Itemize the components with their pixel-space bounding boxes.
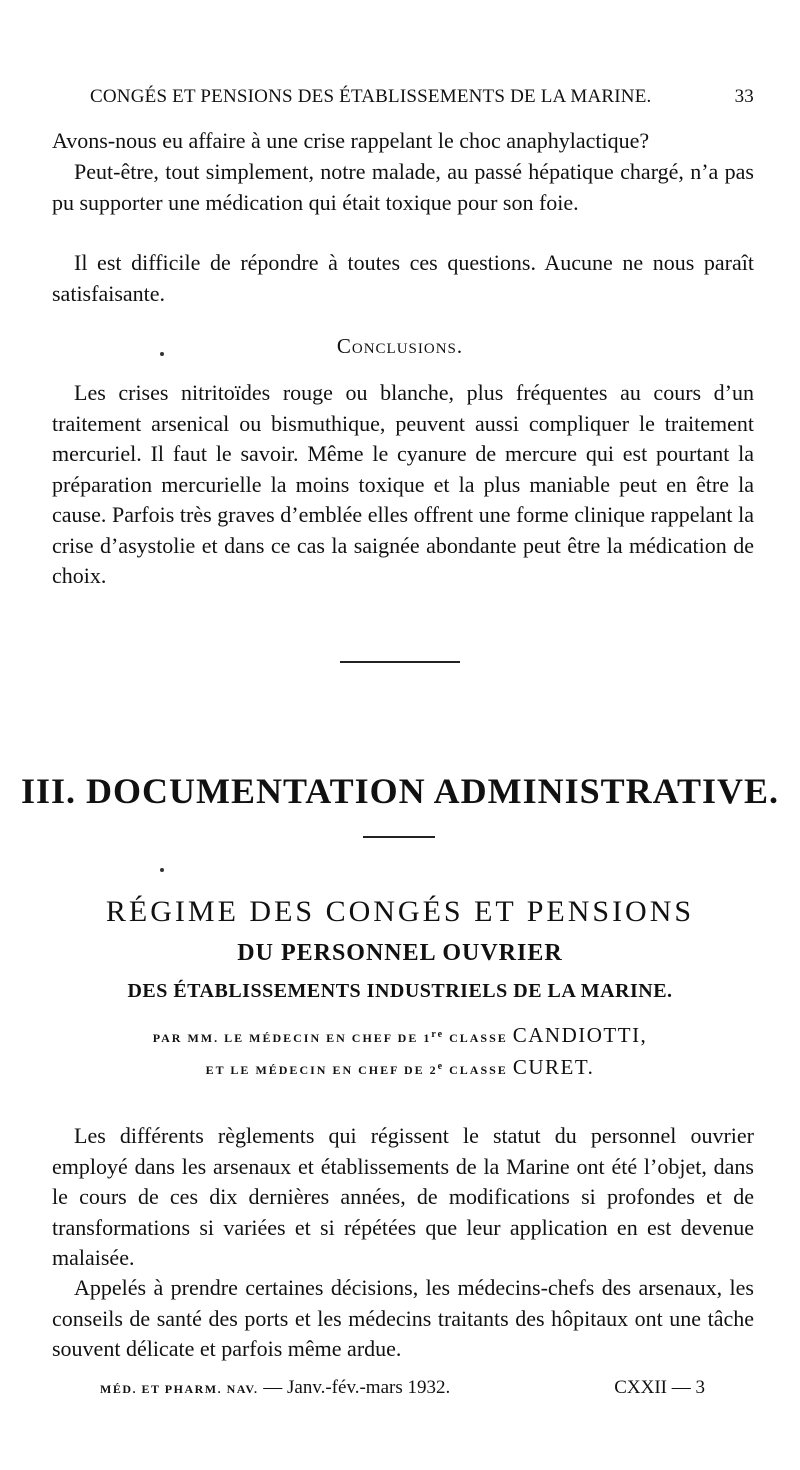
footer-signature: CXXII — 3 [614,1377,705,1398]
article-title-line-3: DES ÉTABLISSEMENTS INDUSTRIELS DE LA MARINE. [127,980,673,1002]
byline-1-suffix: CLASSE [444,1031,508,1045]
byline-1-prefix: PAR MM. LE MÉDECIN EN CHEF DE 1 [152,1031,432,1045]
running-header-title: CONGÉS ET PENSIONS DES ÉTABLISSEMENTS DE LA MARINE. [90,86,652,107]
article-title-line-2: DU PERSONNEL OUVRIER [237,940,563,966]
continuation-paragraph-2: Peut-être, tout simplement, notre malade, au passé hépatique chargé, n’a pas pu supporter une médication qui était toxique pour son foie. [52,159,754,215]
section-title: III. DOCUMENTATION ADMINISTRATIVE. [20,771,780,811]
footer-journal: MÉD. ET PHARM. NAV. [100,1382,259,1396]
article-title-line-1: RÉGIME DES CONGÉS ET PENSIONS [105,895,695,928]
byline-2-author: CURET. [512,1055,595,1079]
section-rule [363,836,435,838]
byline-1-author: CANDIOTTI, [512,1023,648,1047]
byline-2-ordinal: e [437,1061,445,1072]
separator-rule [340,661,460,663]
page-number: 33 [734,86,754,107]
footer-dash: — [263,1377,283,1398]
conclusions-paragraph: Les crises nitritoïdes rouge ou blanche, plus fréquentes au cours d’un traitement arsenical ou bismuthique, peuvent aussi compliquer le traitement mercuriel. Il faut le savoir. Même le cyanure de mercure qui est pourtant la préparation mercurielle la moins toxique et la plus maniable peut en être la cause. Parfois très graves d’emblée elles offrent une forme clinique rappelant la crise d’asystolie et dans ce cas la saignée abondante peut être la médication de choix. [52,380,754,588]
footer-date: Janv.-fév.-mars 1932. [287,1377,451,1398]
ink-speck [160,868,164,872]
byline-2-suffix: CLASSE [444,1063,508,1077]
continuation-paragraph-1: Avons-nous eu affaire à une crise rappelant le choc anaphylactique? [52,128,650,153]
byline-2-prefix: ET LE MÉDECIN EN CHEF DE 2 [205,1063,438,1077]
ink-speck [160,352,164,356]
byline-1-ordinal: re [431,1029,445,1040]
running-header [90,86,754,108]
byline-2 [0,1055,800,1080]
article-paragraph-1: Les différents règlements qui régissent le statut du personnel ouvrier employé dans les arsenaux et établissements de la Marine ont été l’objet, dans le cours de ces dix dernières années, de modifications si profondes et de transformations si variées et si répétées que leur application en est devenue malaisée. [52,1123,754,1270]
article-paragraph-2: Appelés à prendre certaines décisions, les médecins-chefs des arsenaux, les conseils de santé des ports et les médecins traitants des hôpitaux ont une tâche souvent délicate et parfois même ardue. [52,1275,754,1361]
continuation-paragraph-3: Il est difficile de répondre à toutes ces questions. Aucune ne nous paraît satisfaisante. [52,250,754,306]
conclusions-heading: Conclusions. [336,334,464,358]
byline-1 [0,1023,800,1048]
page-footer [100,1377,705,1399]
